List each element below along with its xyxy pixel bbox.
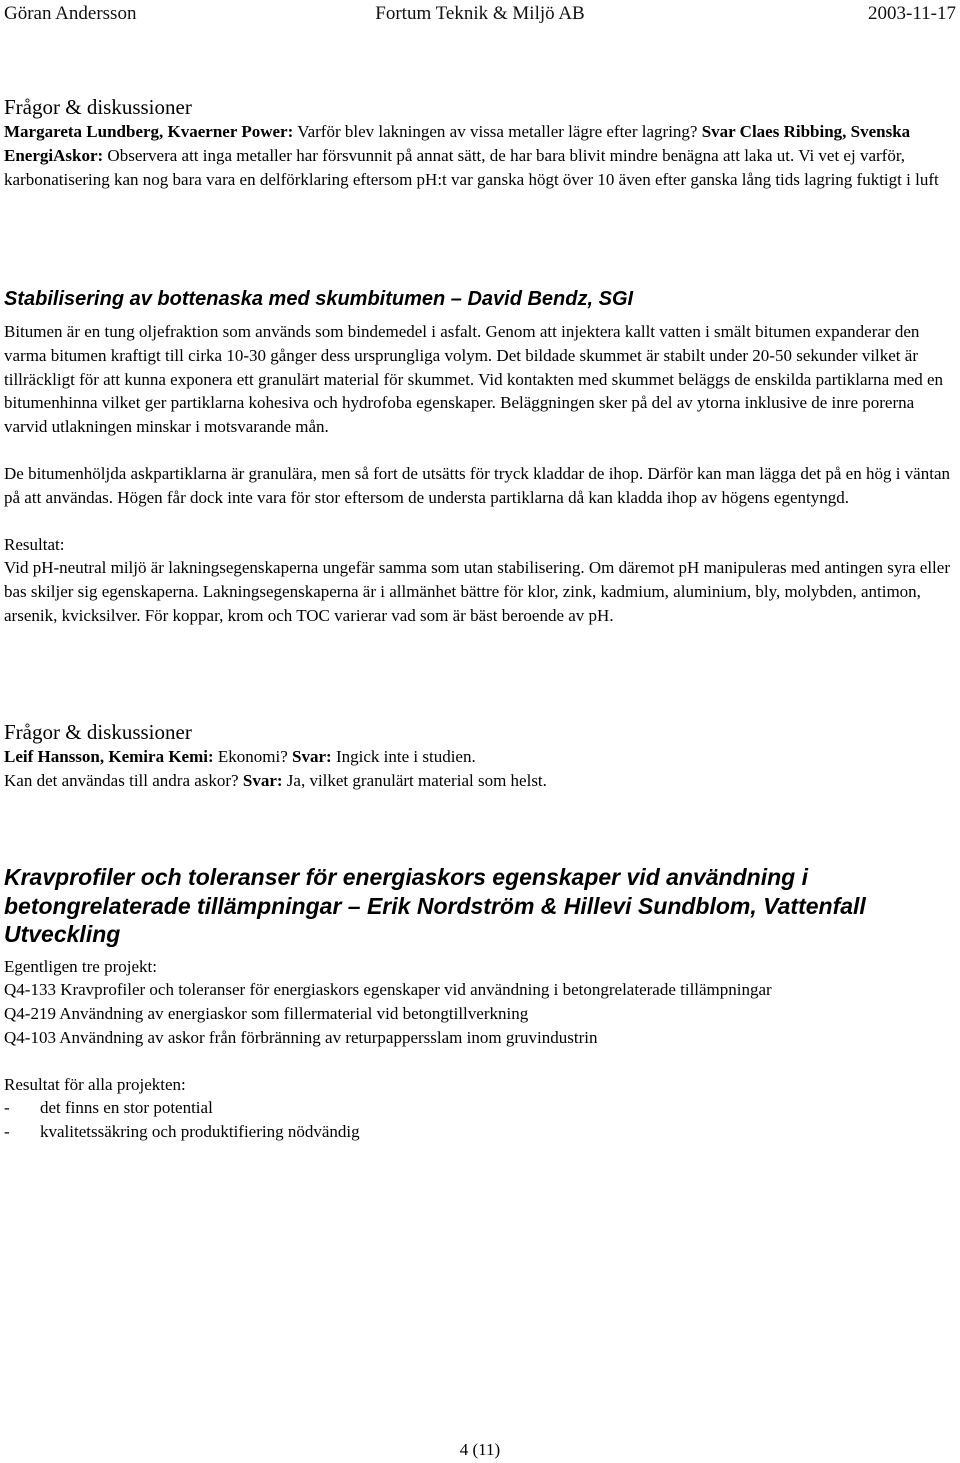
section-stabilisering — [4, 286, 956, 628]
answer-label: Svar: — [242, 770, 283, 790]
projects-intro: Egentligen tre projekt: — [4, 956, 157, 976]
answer-label: Svar: — [292, 747, 332, 766]
project-item: Q4-219 Användning av energiaskor som fillermaterial vid betongtillverkning — [4, 1004, 529, 1024]
results-label: Resultat för alla projekten: — [4, 1074, 186, 1094]
result-list-item — [4, 1096, 956, 1120]
section-paragraph: De bitumenhöljda askpartiklarna är granulära, men så fort de utsätts för tryck kladdar de ihop. Därför kan man lägga det på en hög i väntan på att användas. Högen får dock inte vara för stor eftersom de understa partiklarna då kan kladda ihop av högens egentyngd. — [4, 463, 950, 507]
discussion-heading: Frågor & diskussioner — [4, 720, 192, 744]
page-number: 4 (11) — [459, 1440, 501, 1459]
header-company: Fortum Teknik & Miljö AB — [375, 3, 585, 24]
discussion-line — [4, 745, 956, 769]
result-label: Resultat: — [4, 534, 65, 554]
header-date: 2003-11-17 — [868, 3, 956, 24]
answer-text: Observera att inga metaller har försvunnit på annat sätt, de har bara blivit mindre benägna att laka ut. Vi vet ej varför, karbonatisering kan nog bara vara en delförklaring eftersom pH:t var ganska högt över 10 även efter ganska lång tids lagring fuktigt i luft — [4, 145, 939, 189]
dash-bullet: - — [4, 1098, 10, 1118]
discussion-block-2 — [4, 719, 956, 793]
result-item-text: kvalitetssäkring och produktifiering nödvändig — [40, 1122, 360, 1142]
project-item: Q4-103 Användning av askor från förbränning av returpappersslam inom gruvindustrin — [4, 1027, 598, 1047]
answer-text: Ingick inte i studien. — [331, 747, 476, 766]
discussion-heading: Frågor & diskussioner — [4, 95, 192, 119]
answer-text: Ja, vilket granulärt material som helst. — [282, 770, 547, 790]
result-item-text: det finns en stor potential — [40, 1098, 213, 1118]
section-heading-line: betongrelaterade tillämpningar – Erik Nordström & Hillevi Sundblom, Vattenfall — [4, 892, 866, 919]
question-text: Kan det användas till andra askor? — [4, 770, 243, 790]
section-kravprofiler — [4, 863, 956, 1144]
discussion-paragraph — [4, 120, 956, 191]
section-heading: Stabilisering av bottenaska med skumbitumen – David Bendz, SGI — [4, 288, 634, 310]
question-text: Ekonomi? — [213, 747, 293, 766]
question-text: Varför blev lakningen av vissa metaller lägre efter lagring? — [293, 122, 702, 141]
section-heading-line: Kravprofiler och toleranser för energiaskors egenskaper vid användning i — [4, 864, 808, 890]
discussion-line — [4, 769, 956, 793]
section-heading-line: Utveckling — [4, 921, 121, 947]
header-author: Göran Andersson — [4, 3, 137, 24]
section-paragraph: Bitumen är en tung oljefraktion som används som bindemedel i asfalt. Genom att injektera kallt vatten i smält bitumen expanderar den varma bitumen kraftigt till cirka 10-30 gånger dess ursprungliga volym. Det bildade skummet är stabilt under 20-50 sekunder vilket är tillräckligt för att kunna exponera ett granulärt material för skummet. Vid kontakten med skummet beläggs de enskilda partiklarna med en bitumenhinna vilket ger partiklarna kohesiva och hydrofoba egenskaper. Beläggningen sker på del av ytorna inklusive de inre porerna varvid utlakningen minskar i motsvarande mån. — [4, 322, 944, 437]
result-list-item — [4, 1120, 956, 1144]
result-paragraph: Vid pH-neutral miljö är lakningsegenskaperna ungefär samma som utan stabilisering. Om däremot pH manipuleras med antingen syra eller bas skiljer sig egenskaperna. Lakningsegenskaperna är i allmänhet bättre för klor, zink, kadmium, aluminium, bly, molybden, antimon, arsenik, kvicksilver. För koppar, krom och TOC varierar vad som är bäst beroende av pH. — [4, 558, 950, 625]
questioner: Margareta Lundberg, Kvaerner Power: — [4, 122, 294, 141]
answerer: Svar Claes Ribbing, Svenska EnergiAskor: — [4, 122, 911, 165]
discussion-block-1 — [4, 94, 956, 191]
project-item: Q4-133 Kravprofiler och toleranser för energiaskors egenskaper vid användning i betongrelaterade tillämpningar — [4, 980, 772, 1000]
questioner: Leif Hansson, Kemira Kemi: — [4, 747, 214, 766]
dash-bullet: - — [4, 1122, 10, 1142]
